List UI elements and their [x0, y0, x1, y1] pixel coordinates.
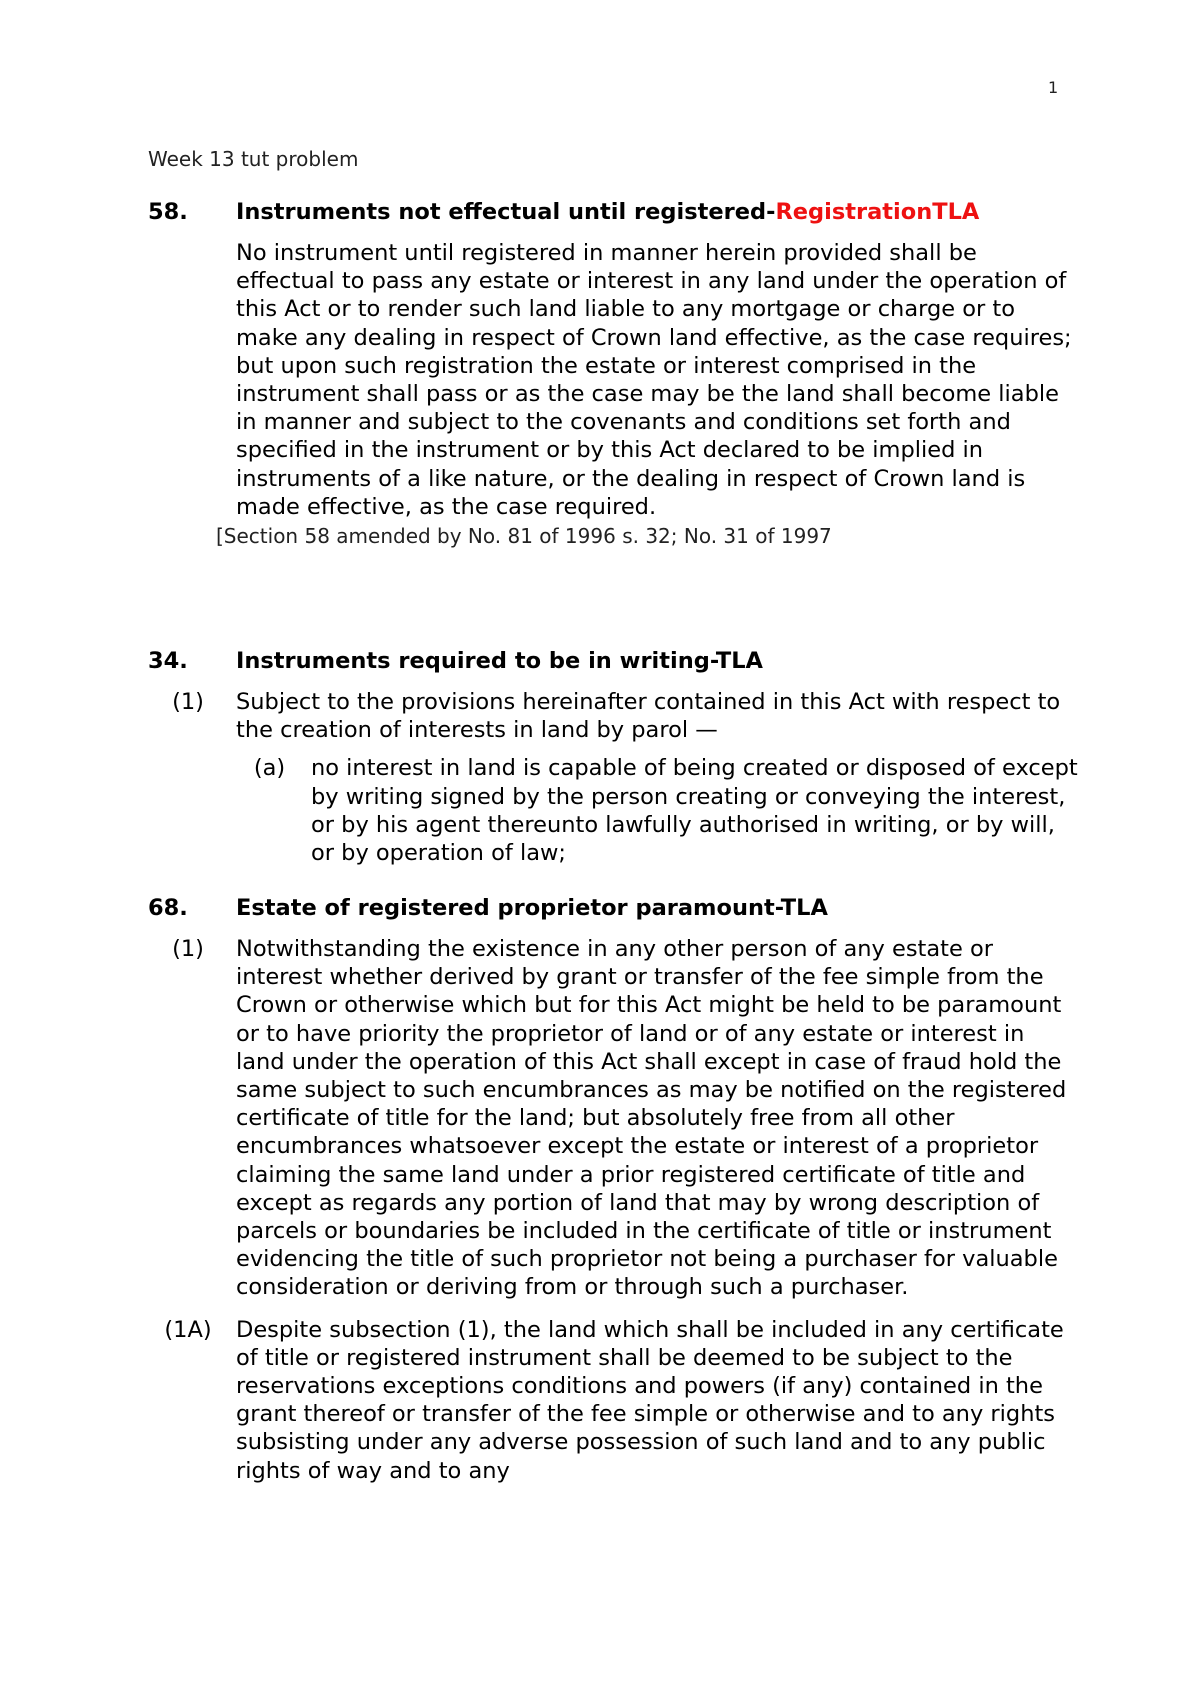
section-58-title	[148, 197, 1078, 227]
subsection-text: Notwithstanding the existence in any other person of any estate or interest whether derived by grant or transfer of the fee simple from the Crown or otherwise which but for this Act might be held to be paramount or to have priority the proprietor of land or of any estate or interest in land under the operation of this Act shall except in case of fraud hold the same subject to such encumbrances as may be notified on the registered certificate of title for the land; but absolutely free from all other encumbrances whatsoever except the estate or interest of a proprietor claiming the same land under a prior registered certificate of title and except as regards any portion of land that may by wrong description of parcels or boundaries be included in the certificate of title or instrument evidencing the title of such proprietor not being a purchaser for valuable consideration or deriving from or through such a purchaser.	[236, 936, 1067, 1301]
paragraph	[236, 754, 1078, 867]
section-number: 68.	[148, 895, 188, 921]
section-number: 58.	[148, 199, 188, 225]
section-34-title	[148, 646, 1078, 676]
document-heading: Week 13 tut problem	[148, 147, 359, 171]
section-title-text: Instruments not effectual until registered-RegistrationTLA	[236, 199, 980, 225]
section-58	[148, 197, 1078, 549]
paragraph-text: no interest in land is capable of being created or disposed of except by writing signed by the person creating or conveying the interest, or by his agent thereunto lawfully authorised in writing, or by will, or by operation of law;	[311, 755, 1078, 867]
section-title-text: Instruments required to be in writing-TLA	[236, 648, 763, 674]
subsection-text: Subject to the provisions hereinafter contained in this Act with respect to the creation of interests in land by parol —	[236, 689, 1061, 744]
subsection	[148, 935, 1078, 1302]
page-number: 1	[1048, 78, 1059, 97]
section-58-body: No instrument until registered in manner herein provided shall be effectual to pass any estate or interest in any land under the operation of this Act or to render such land liable to any mortgage or charge or to make any dealing in respect of Crown land effective, as the case requires; but upon such registration the estate or interest comprised in the instrument shall pass or as the case may be the land shall become liable in manner and subject to the covenants and conditions set forth and specified in the instrument or by this Act declared to be implied in instruments of a like nature, or the dealing in respect of Crown land is made effective, as the case required.	[236, 240, 1072, 520]
subsection-label: (1)	[172, 936, 204, 962]
section-title-accent: RegistrationTLA	[775, 199, 980, 225]
subsection	[148, 1316, 1078, 1485]
section-number: 34.	[148, 648, 188, 674]
paragraph-label: (a)	[253, 755, 286, 782]
section-34	[148, 646, 1078, 867]
section-68-title	[148, 893, 1078, 923]
section-58-amendment-note: [Section 58 amended by No. 81 of 1996 s. 32; No. 31 of 1997	[216, 524, 832, 549]
section-title-text: Estate of registered proprietor paramount-TLA	[236, 895, 828, 921]
subsection	[148, 688, 1078, 744]
subsection-label: (1)	[172, 689, 204, 715]
subsection-text: Despite subsection (1), the land which shall be included in any certificate of title or registered instrument shall be deemed to be subject to the reservations exceptions conditions and powers (if any) contained in the grant thereof or transfer of the fee simple or otherwise and to any rights subsisting under any adverse possession of such land and to any public rights of way and to any	[236, 1316, 1064, 1484]
section-68	[148, 893, 1078, 1485]
subsection-label: (1A)	[164, 1316, 212, 1343]
